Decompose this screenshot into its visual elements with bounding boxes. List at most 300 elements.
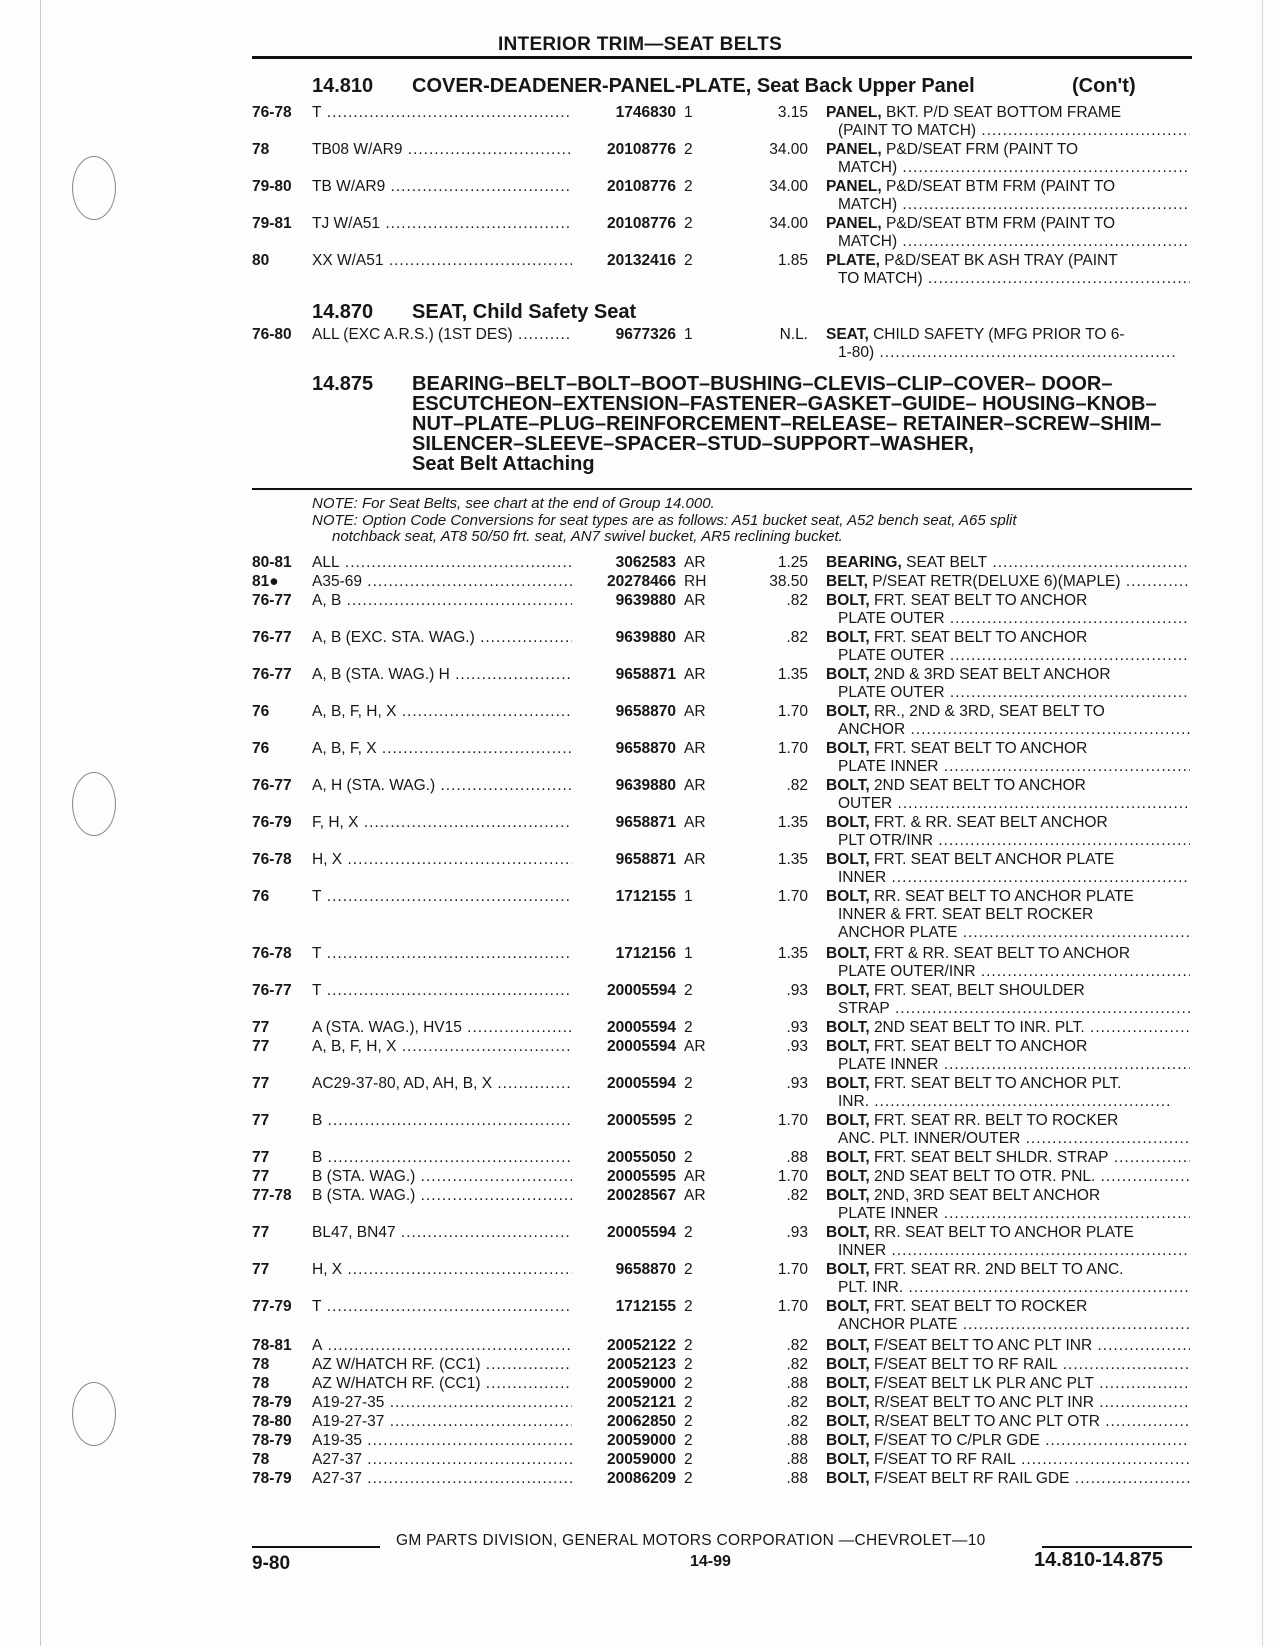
description-line	[826, 703, 1190, 721]
application-desc: AZ W/HATCH RF. (CC1) .....	[312, 1356, 572, 1374]
model-years: 79-80	[252, 178, 292, 195]
part-detail: RR., 2ND & 3RD, SEAT BELT TO	[873, 703, 1105, 720]
part-description	[826, 326, 1190, 362]
part-detail: FRT. SEAT BELT TO ROCKER	[873, 1298, 1088, 1315]
section-number: 14.875	[312, 373, 374, 395]
application-desc: BL47, BN47 .....	[312, 1224, 572, 1242]
part-detail: FRT. SEAT RR. BELT TO ROCKER	[873, 1112, 1119, 1129]
part-description	[826, 1112, 1190, 1148]
part-detail: P&D/SEAT FRM (PAINT TO	[886, 141, 1079, 158]
quantity: 2	[684, 1413, 693, 1430]
description-line: PLATE OUTER .....	[826, 647, 1190, 665]
quantity: AR	[684, 814, 706, 831]
quantity: 1	[684, 888, 693, 905]
part-name: BOLT,	[826, 1112, 870, 1129]
price: N.L.	[779, 326, 808, 343]
price: .82	[786, 629, 808, 646]
application-desc: TB W/AR9 .....	[312, 178, 572, 196]
application-desc: B .....	[312, 1149, 572, 1167]
section-number: 14.870	[312, 301, 374, 323]
description-line: ANC. PLT. INNER/OUTER .....	[826, 1130, 1190, 1148]
part-description	[826, 573, 1190, 591]
description-line	[826, 1187, 1190, 1205]
part-number: 1712155	[582, 888, 676, 906]
part-number: 20086209	[582, 1470, 676, 1488]
section-14875-heading	[312, 373, 1172, 475]
footer-rule-right	[1042, 1546, 1192, 1548]
part-name: BOLT,	[826, 1470, 870, 1487]
description-line	[826, 740, 1190, 758]
model-years: 78-79	[252, 1394, 292, 1411]
part-detail: FRT. SEAT BELT TO ANCHOR	[873, 740, 1088, 757]
price: .88	[786, 1149, 808, 1166]
quantity: 2	[684, 1224, 693, 1241]
quantity: AR	[684, 1168, 706, 1185]
part-number: 20005594	[582, 1019, 676, 1037]
quantity: 2	[684, 1261, 693, 1278]
application-desc: AZ W/HATCH RF. (CC1) .....	[312, 1375, 572, 1393]
part-description	[826, 1375, 1190, 1393]
punch-hole-bottom	[72, 1382, 116, 1446]
part-name: SEAT,	[826, 326, 869, 343]
price: 34.00	[769, 215, 808, 232]
part-number: 20278466	[582, 573, 676, 591]
price: .82	[786, 1394, 808, 1411]
part-description	[826, 1168, 1190, 1186]
part-number: 9658870	[582, 740, 676, 758]
description-line	[826, 1149, 1190, 1167]
price: 1.70	[777, 1168, 808, 1185]
description-line	[826, 1451, 1190, 1469]
description-line	[826, 1261, 1190, 1279]
part-detail: FRT. & RR. SEAT BELT ANCHOR	[873, 814, 1108, 831]
part-description	[826, 814, 1190, 850]
description-line	[826, 1168, 1190, 1186]
part-description	[826, 851, 1190, 887]
quantity: 2	[684, 1075, 693, 1092]
price: .82	[786, 777, 808, 794]
price: 1.70	[777, 1298, 808, 1315]
description-line	[826, 945, 1190, 963]
part-detail: F/SEAT BELT LK PLR ANC PLT	[873, 1375, 1094, 1392]
application-desc: T .....	[312, 945, 572, 963]
page-edge-line	[1262, 0, 1263, 1646]
part-name: PLATE,	[826, 252, 880, 269]
application-desc: T .....	[312, 104, 572, 122]
price: 1.70	[777, 740, 808, 757]
description-line: ANCHOR PLATE .....	[826, 924, 1190, 942]
application-desc: T .....	[312, 1298, 572, 1316]
part-number: 20059000	[582, 1451, 676, 1469]
quantity: 1	[684, 104, 693, 121]
description-line	[826, 1394, 1190, 1412]
part-description	[826, 982, 1190, 1018]
price: 1.25	[777, 554, 808, 571]
model-years: 77-79	[252, 1298, 292, 1315]
model-years: 78	[252, 141, 270, 158]
part-description	[826, 1224, 1190, 1260]
description-line	[826, 326, 1190, 344]
part-number: 20108776	[582, 178, 676, 196]
part-name: PANEL,	[826, 215, 882, 232]
price: 1.70	[777, 888, 808, 905]
application-desc: A, B .....	[312, 592, 572, 610]
part-name: BOLT,	[826, 1298, 870, 1315]
part-detail: F/SEAT BELT TO ANC PLT INR	[873, 1337, 1093, 1354]
model-years: 76-77	[252, 629, 292, 646]
description-line: PLATE OUTER/INR .....	[826, 963, 1190, 981]
part-detail: F/SEAT TO RF RAIL	[873, 1451, 1016, 1468]
model-years: 80	[252, 252, 270, 269]
part-description	[826, 1149, 1190, 1167]
part-detail: R/SEAT BELT TO ANC PLT INR	[873, 1394, 1094, 1411]
description-line	[826, 1019, 1190, 1037]
part-name: BOLT,	[826, 777, 870, 794]
quantity: 2	[684, 215, 693, 232]
application-desc: A27-37 .....	[312, 1451, 572, 1469]
part-detail: F/SEAT BELT TO RF RAIL	[873, 1356, 1058, 1373]
part-detail: P/SEAT RETR(DELUXE 6)(MAPLE)	[872, 573, 1121, 590]
price: .82	[786, 1187, 808, 1204]
quantity: 1	[684, 945, 693, 962]
part-detail: FRT. SEAT BELT TO ANCHOR	[873, 629, 1088, 646]
price: .93	[786, 1224, 808, 1241]
part-detail: FRT & RR. SEAT BELT TO ANCHOR	[873, 945, 1131, 962]
description-line	[826, 252, 1190, 270]
punch-hole-top	[72, 156, 116, 220]
part-name: PANEL,	[826, 178, 882, 195]
part-name: BELT,	[826, 573, 868, 590]
description-line	[826, 104, 1190, 122]
part-detail: 2ND SEAT BELT TO OTR. PNL.	[873, 1168, 1096, 1185]
part-description	[826, 178, 1190, 214]
application-desc: A, B, F, X .....	[312, 740, 572, 758]
part-description	[826, 1261, 1190, 1297]
description-line: ANCHOR PLATE .....	[826, 1316, 1190, 1334]
quantity: 2	[684, 1375, 693, 1392]
description-line	[826, 141, 1190, 159]
part-name: BOLT,	[826, 1168, 870, 1185]
part-description	[826, 1394, 1190, 1412]
part-description	[826, 554, 1190, 572]
model-years: 78	[252, 1375, 270, 1392]
application-desc: ALL (EXC A.R.S.) (1ST DES) .....	[312, 326, 572, 344]
part-name: BOLT,	[826, 666, 870, 683]
model-years: 81●	[252, 573, 279, 590]
quantity: 1	[684, 326, 693, 343]
application-desc: T .....	[312, 982, 572, 1000]
part-number: 20005594	[582, 1224, 676, 1242]
part-description	[826, 1432, 1190, 1450]
part-name: BOLT,	[826, 1224, 870, 1241]
footer-publisher: GM PARTS DIVISION, GENERAL MOTORS CORPORATION —CHEVROLET—10	[396, 1532, 986, 1549]
application-desc: AC29-37-80, AD, AH, B, X .....	[312, 1075, 572, 1093]
quantity: 2	[684, 1149, 693, 1166]
description-line: MATCH) .....	[826, 233, 1190, 251]
part-name: BOLT,	[826, 1432, 870, 1449]
application-desc: ALL .....	[312, 554, 572, 572]
part-detail: P&D/SEAT BK ASH TRAY (PAINT	[884, 252, 1118, 269]
price: 1.35	[777, 945, 808, 962]
part-name: BOLT,	[826, 740, 870, 757]
part-description	[826, 1038, 1190, 1074]
part-number: 9658871	[582, 666, 676, 684]
description-line	[826, 1337, 1190, 1355]
part-description	[826, 215, 1190, 251]
description-line	[826, 777, 1190, 795]
price: .82	[786, 1356, 808, 1373]
section-number: 14.810	[312, 75, 374, 97]
application-desc: T .....	[312, 888, 572, 906]
part-description	[826, 1075, 1190, 1111]
part-name: BOLT,	[826, 888, 870, 905]
section-subtitle: Seat Belt Attaching	[412, 453, 595, 475]
part-number: 20059000	[582, 1375, 676, 1393]
part-detail: 2ND, 3RD SEAT BELT ANCHOR	[873, 1187, 1101, 1204]
model-years: 76-78	[252, 945, 292, 962]
description-line	[826, 178, 1190, 196]
part-number: 20108776	[582, 215, 676, 233]
description-line	[826, 666, 1190, 684]
price: 38.50	[769, 573, 808, 590]
application-desc: F, H, X .....	[312, 814, 572, 832]
quantity: 2	[684, 252, 693, 269]
part-detail: FRT. SEAT BELT TO ANCHOR PLT.	[873, 1075, 1122, 1092]
part-detail: CHILD SAFETY (MFG PRIOR TO 6-	[873, 326, 1125, 343]
part-description	[826, 141, 1190, 177]
part-description	[826, 666, 1190, 702]
application-desc: A, B, F, H, X .....	[312, 703, 572, 721]
price: .93	[786, 982, 808, 999]
part-description	[826, 888, 1190, 942]
price: 1.70	[777, 1112, 808, 1129]
description-line	[826, 814, 1190, 832]
header-rule	[252, 56, 1192, 59]
part-description	[826, 629, 1190, 665]
quantity: 2	[684, 1451, 693, 1468]
section-14870-heading	[312, 302, 636, 322]
part-number: 9658870	[582, 703, 676, 721]
part-number: 20059000	[582, 1432, 676, 1450]
price: .93	[786, 1038, 808, 1055]
application-desc: A, B (STA. WAG.) H .....	[312, 666, 572, 684]
part-detail: FRT. SEAT BELT ANCHOR PLATE	[873, 851, 1115, 868]
part-name: BOLT,	[826, 814, 870, 831]
model-years: 77	[252, 1038, 270, 1055]
application-desc: H, X .....	[312, 1261, 572, 1279]
description-line	[826, 982, 1190, 1000]
quantity: 2	[684, 1112, 693, 1129]
part-detail: P&D/SEAT BTM FRM (PAINT TO	[886, 215, 1116, 232]
quantity: 2	[684, 1019, 693, 1036]
application-desc: B (STA. WAG.) .....	[312, 1168, 572, 1186]
description-line	[826, 573, 1190, 591]
part-number: 1712155	[582, 1298, 676, 1316]
part-name: BOLT,	[826, 1038, 870, 1055]
application-desc: TJ W/A51 .....	[312, 215, 572, 233]
part-number: 20132416	[582, 252, 676, 270]
description-line	[826, 1375, 1190, 1393]
application-desc: A .....	[312, 1337, 572, 1355]
model-years: 79-81	[252, 215, 292, 232]
part-number: 9658870	[582, 1261, 676, 1279]
part-number: 20052121	[582, 1394, 676, 1412]
part-name: BOLT,	[826, 1337, 870, 1354]
application-desc: H, X .....	[312, 851, 572, 869]
model-years: 77	[252, 1224, 270, 1241]
page-title: INTERIOR TRIM—SEAT BELTS	[497, 34, 783, 55]
description-line: PLATE OUTER .....	[826, 610, 1190, 628]
description-line	[826, 1470, 1190, 1488]
part-number: 20108776	[582, 141, 676, 159]
model-years: 78-79	[252, 1470, 292, 1487]
part-name: BOLT,	[826, 1149, 870, 1166]
price: 1.85	[777, 252, 808, 269]
footer-section-range: 14.810-14.875	[1034, 1549, 1164, 1571]
part-number: 9639880	[582, 777, 676, 795]
part-detail: SEAT BELT	[906, 554, 988, 571]
part-name: PANEL,	[826, 141, 882, 158]
description-line: PLATE INNER .....	[826, 758, 1190, 776]
part-detail: 2ND SEAT BELT TO INR. PLT.	[873, 1019, 1085, 1036]
application-desc: A19-27-35 .....	[312, 1394, 572, 1412]
part-number: 20028567	[582, 1187, 676, 1205]
description-line: ANCHOR .....	[826, 721, 1190, 739]
part-number: 9658871	[582, 814, 676, 832]
application-desc: B .....	[312, 1112, 572, 1130]
part-detail: RR. SEAT BELT TO ANCHOR PLATE	[873, 1224, 1134, 1241]
part-detail: FRT. SEAT BELT TO ANCHOR	[873, 592, 1088, 609]
part-number: 20005594	[582, 1075, 676, 1093]
part-detail: F/SEAT TO C/PLR GDE	[873, 1432, 1040, 1449]
model-years: 77	[252, 1019, 270, 1036]
section-14810-heading	[312, 75, 1136, 97]
description-line: MATCH) .....	[826, 159, 1190, 177]
part-number: 20005595	[582, 1112, 676, 1130]
description-line: INNER & FRT. SEAT BELT ROCKER	[838, 906, 1094, 923]
description-line: PLT. INR. .....	[826, 1279, 1190, 1297]
part-name: BOLT,	[826, 1261, 870, 1278]
model-years: 77	[252, 1168, 270, 1185]
quantity: 2	[684, 1394, 693, 1411]
price: .82	[786, 1413, 808, 1430]
model-years: 76-79	[252, 814, 292, 831]
model-years: 76-80	[252, 326, 292, 343]
description-line: 1-80) .....	[826, 344, 1190, 362]
quantity: AR	[684, 592, 706, 609]
model-years: 78	[252, 1451, 270, 1468]
model-years: 76-77	[252, 982, 292, 999]
part-name: BOLT,	[826, 1075, 870, 1092]
part-number: 20005594	[582, 1038, 676, 1056]
model-years: 76-78	[252, 104, 292, 121]
description-line	[826, 1356, 1190, 1374]
description-line: PLT OTR/INR .....	[826, 832, 1190, 850]
model-years: 78-79	[252, 1432, 292, 1449]
description-line	[826, 554, 1190, 572]
part-number: 9639880	[582, 592, 676, 610]
quantity: AR	[684, 777, 706, 794]
price: .82	[786, 1337, 808, 1354]
model-years: 77	[252, 1261, 270, 1278]
part-description	[826, 1470, 1190, 1488]
part-number: 9639880	[582, 629, 676, 647]
description-line: PLATE INNER .....	[826, 1205, 1190, 1223]
notes-block	[312, 496, 1192, 546]
model-years: 78-80	[252, 1413, 292, 1430]
part-name: PANEL,	[826, 104, 882, 121]
part-number: 9658871	[582, 851, 676, 869]
part-number: 1746830	[582, 104, 676, 122]
description-line	[826, 1298, 1190, 1316]
description-line	[826, 215, 1190, 233]
punch-hole-middle	[72, 772, 116, 836]
part-number: 20005595	[582, 1168, 676, 1186]
price: 1.35	[777, 851, 808, 868]
price: .82	[786, 592, 808, 609]
part-name: BOLT,	[826, 1375, 870, 1392]
description-line: INNER .....	[826, 1242, 1190, 1260]
part-name: BOLT,	[826, 1394, 870, 1411]
price: 3.15	[777, 104, 808, 121]
description-line	[826, 1432, 1190, 1450]
price: 34.00	[769, 141, 808, 158]
description-line: PLATE OUTER .....	[826, 684, 1190, 702]
part-name: BOLT,	[826, 982, 870, 999]
note-line: notchback seat, AT8 50/50 frt. seat, AN7 swivel bucket, AR5 reclining bucket.	[332, 528, 843, 545]
part-name: BEARING,	[826, 554, 902, 571]
part-name: BOLT,	[826, 1356, 870, 1373]
application-desc: XX W/A51 .....	[312, 252, 572, 270]
model-years: 76-77	[252, 777, 292, 794]
part-number: 9677326	[582, 326, 676, 344]
section-title: SEAT, Child Safety Seat	[412, 301, 637, 323]
model-years: 76	[252, 740, 270, 757]
part-name: BOLT,	[826, 703, 870, 720]
application-desc: A35-69 .....	[312, 573, 572, 591]
model-years: 77	[252, 1112, 270, 1129]
quantity: AR	[684, 629, 706, 646]
note-line: NOTE: Option Code Conversions for seat types are as follows: A51 bucket seat, A52 bench seat, A65 split	[312, 511, 1017, 529]
part-description	[826, 703, 1190, 739]
part-name: BOLT,	[826, 851, 870, 868]
part-name: BOLT,	[826, 1413, 870, 1430]
price: 1.70	[777, 1261, 808, 1278]
part-detail: 2ND SEAT BELT TO ANCHOR	[873, 777, 1086, 794]
quantity: 2	[684, 1337, 693, 1354]
part-number: 20005594	[582, 982, 676, 1000]
part-detail: F/SEAT BELT RF RAIL GDE	[873, 1470, 1070, 1487]
description-line: PLATE INNER .....	[826, 1056, 1190, 1074]
section-title: COVER-DEADENER-PANEL-PLATE, Seat Back Upper Panel	[412, 75, 975, 97]
quantity: 2	[684, 1470, 693, 1487]
description-line	[826, 888, 1190, 906]
description-line	[826, 1224, 1190, 1242]
footer-page-number: 14-99	[690, 1553, 731, 1570]
price: 1.35	[777, 666, 808, 683]
part-number: 20052122	[582, 1337, 676, 1355]
price: .88	[786, 1432, 808, 1449]
part-detail: BKT. P/D SEAT BOTTOM FRAME	[886, 104, 1122, 121]
model-years: 77	[252, 1075, 270, 1092]
quantity: AR	[684, 666, 706, 683]
part-detail: FRT. SEAT BELT TO ANCHOR	[873, 1038, 1088, 1055]
application-desc: A, B (EXC. STA. WAG.) .....	[312, 629, 572, 647]
part-description	[826, 740, 1190, 776]
description-line	[826, 1112, 1190, 1130]
price: 34.00	[769, 178, 808, 195]
part-name: BOLT,	[826, 1019, 870, 1036]
